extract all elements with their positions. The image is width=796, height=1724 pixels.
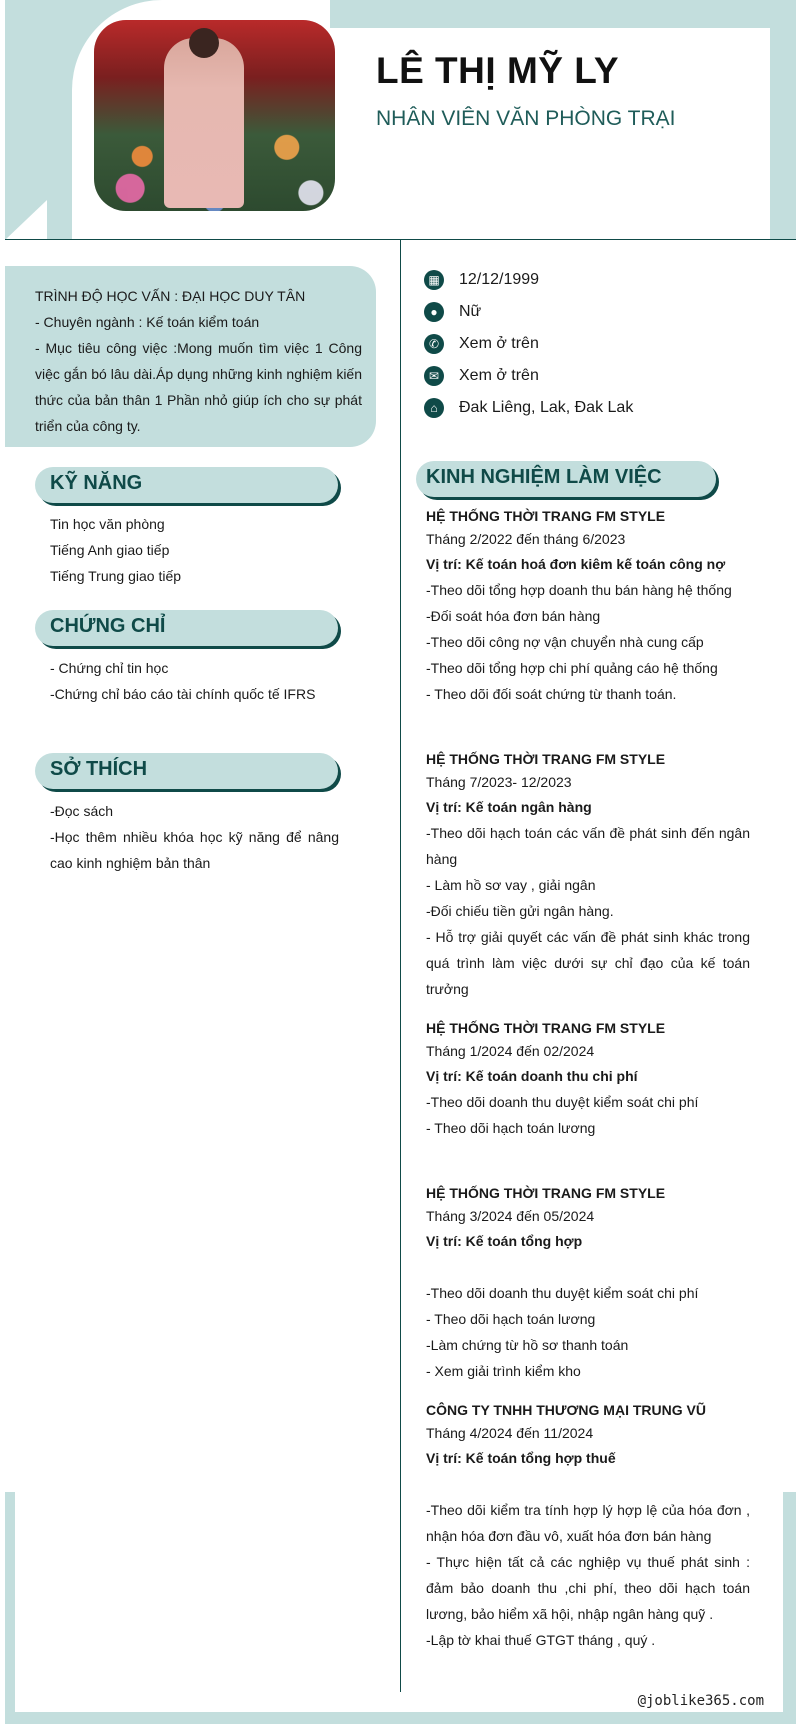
phone-value: Xem ở trên xyxy=(459,335,539,352)
job-duty: -Theo dõi tổng hợp doanh thu bán hàng hệ thống xyxy=(426,582,732,598)
job-company: HỆ THỐNG THỜI TRANG FM STYLE xyxy=(426,1020,666,1036)
contact-phone xyxy=(424,328,633,360)
contact-info xyxy=(424,264,633,424)
home-icon: ⌂ xyxy=(424,398,444,418)
job-duty: - Thực hiện tất cả các nghiệp vụ thuế phát sinh : đảm bảo doanh thu ,chi phí, theo dõi hạch toán lương, bảo hiểm xã hội, nhập ngân hàng quỹ . xyxy=(426,1554,750,1622)
skills-title: KỸ NĂNG xyxy=(50,472,143,494)
job-duty: - Theo dõi đối soát chứng từ thanh toán. xyxy=(426,686,677,702)
education-degree: TRÌNH ĐỘ HỌC VẤN : ĐẠI HỌC DUY TÂN xyxy=(35,288,306,304)
job-role: Vị trí: Kế toán doanh thu chi phí xyxy=(426,1068,638,1084)
list-item: -Chứng chỉ báo cáo tài chính quốc tế IFRS xyxy=(50,686,316,702)
user-icon: ● xyxy=(424,302,444,322)
phone-icon: ✆ xyxy=(424,334,444,354)
header-accent-strip xyxy=(330,0,796,28)
candidate-name: LÊ THỊ MỸ LY xyxy=(376,50,620,91)
job-duty: -Theo dõi kiểm tra tính hợp lý hợp lệ của hóa đơn , nhận hóa đơn đầu vô, xuất hóa đơn bán hàng xyxy=(426,1502,750,1544)
certificates-heading xyxy=(35,610,338,646)
job-duty: - Xem giải trình kiểm kho xyxy=(426,1363,581,1379)
skills-heading xyxy=(35,467,338,503)
job-duty: -Theo dõi tổng hợp chi phí quảng cáo hệ thống xyxy=(426,660,718,676)
job-period: Tháng 1/2024 đến 02/2024 xyxy=(426,1043,595,1059)
job-role: Vị trí: Kế toán tổng hợp thuế xyxy=(426,1450,616,1466)
address-value: Đak Liêng, Lak, Đak Lak xyxy=(459,399,634,416)
header-corner-decoration xyxy=(5,200,47,240)
job-entry xyxy=(426,748,750,1002)
job-company: CÔNG TY TNHH THƯƠNG MẠI TRUNG VŨ xyxy=(426,1402,706,1418)
job-duty: -Theo dõi hạch toán các vấn đề phát sinh đến ngân hàng xyxy=(426,825,750,867)
job-period: Tháng 7/2023- 12/2023 xyxy=(426,774,572,790)
job-duty: - Làm hồ sơ vay , giải ngân xyxy=(426,877,596,893)
job-duty: -Đối soát hóa đơn bán hàng xyxy=(426,608,601,624)
job-period: Tháng 3/2024 đến 05/2024 xyxy=(426,1208,595,1224)
career-objective: - Mục tiêu công việc :Mong muốn tìm việc 1 Công việc gắn bó lâu dài.Áp dụng những kinh nghiệm kiến thức của bản thân 1 Phần nhỏ giúp ích cho sự phát triển của công ty. xyxy=(35,340,362,434)
job-role: Vị trí: Kế toán ngân hàng xyxy=(426,799,592,815)
candidate-job-title: NHÂN VIÊN VĂN PHÒNG TRẠI xyxy=(376,107,676,130)
job-entry xyxy=(426,1017,750,1141)
job-duty: - Theo dõi hạch toán lương xyxy=(426,1311,596,1327)
email-value: Xem ở trên xyxy=(459,367,539,384)
job-role: Vị trí: Kế toán hoá đơn kiêm kế toán công nợ xyxy=(426,556,726,572)
profile-photo xyxy=(94,20,335,211)
job-entry xyxy=(426,505,750,707)
job-period: Tháng 4/2024 đến 11/2024 xyxy=(426,1425,594,1441)
column-divider xyxy=(400,240,401,1692)
job-duty: - Theo dõi hạch toán lương xyxy=(426,1120,596,1136)
list-item: Tin học văn phòng xyxy=(50,516,165,532)
job-entry xyxy=(426,1182,750,1384)
calendar-icon: ▦ xyxy=(424,270,444,290)
list-item: Tiếng Trung giao tiếp xyxy=(50,568,182,584)
list-item: -Đọc sách xyxy=(50,803,114,819)
contact-email xyxy=(424,360,633,392)
footer-left-border xyxy=(5,1492,15,1724)
job-company: HỆ THỐNG THỜI TRANG FM STYLE xyxy=(426,508,666,524)
certificates-title: CHỨNG CHỈ xyxy=(50,615,166,637)
experience-title: KINH NGHIỆM LÀM VIỆC xyxy=(426,466,662,488)
hobbies-heading xyxy=(35,753,338,789)
job-duty: -Theo dõi công nợ vận chuyển nhà cung cấp xyxy=(426,634,704,650)
footer-right-border xyxy=(783,1492,796,1724)
job-period: Tháng 2/2022 đến tháng 6/2023 xyxy=(426,531,626,547)
spacer xyxy=(426,1471,750,1497)
job-duty: -Lập tờ khai thuế GTGT tháng , quý . xyxy=(426,1632,656,1648)
watermark: @joblike365.com xyxy=(637,1693,764,1709)
experience-heading xyxy=(416,461,716,497)
contact-address xyxy=(424,392,633,424)
job-duty: -Theo dõi doanh thu duyệt kiểm soát chi phí xyxy=(426,1094,699,1110)
list-item: - Chứng chỉ tin học xyxy=(50,660,169,676)
hobbies-title: SỞ THÍCH xyxy=(50,758,148,780)
contact-gender xyxy=(424,296,633,328)
list-item: Tiếng Anh giao tiếp xyxy=(50,542,170,558)
job-company: HỆ THỐNG THỜI TRANG FM STYLE xyxy=(426,1185,666,1201)
hobbies-list xyxy=(50,798,339,876)
job-duty: -Theo dõi doanh thu duyệt kiểm soát chi phí xyxy=(426,1285,699,1301)
list-item: -Học thêm nhiều khóa học kỹ năng để nâng cao kinh nghiệm bản thân xyxy=(50,829,339,871)
birthdate-value: 12/12/1999 xyxy=(459,271,540,288)
job-duty: -Đối chiếu tiền gửi ngân hàng. xyxy=(426,903,614,919)
skills-list xyxy=(50,511,339,589)
job-duty: - Hỗ trợ giải quyết các vấn đề phát sinh khác trong quá trình làm việc dưới sự chỉ đạo của kế toán trưởng xyxy=(426,929,750,997)
footer-bottom-border xyxy=(5,1712,796,1724)
mail-icon: ✉ xyxy=(424,366,444,386)
job-entry xyxy=(426,1399,750,1653)
certificates-list xyxy=(50,655,339,707)
job-company: HỆ THỐNG THỜI TRANG FM STYLE xyxy=(426,751,666,767)
contact-birthdate xyxy=(424,264,633,296)
education-major: - Chuyên ngành : Kế toán kiểm toán xyxy=(35,314,260,330)
education-box xyxy=(5,266,376,447)
job-duty: -Làm chứng từ hồ sơ thanh toán xyxy=(426,1337,629,1353)
gender-value: Nữ xyxy=(459,303,482,320)
spacer xyxy=(426,1254,750,1280)
job-role: Vị trí: Kế toán tổng hợp xyxy=(426,1233,583,1249)
